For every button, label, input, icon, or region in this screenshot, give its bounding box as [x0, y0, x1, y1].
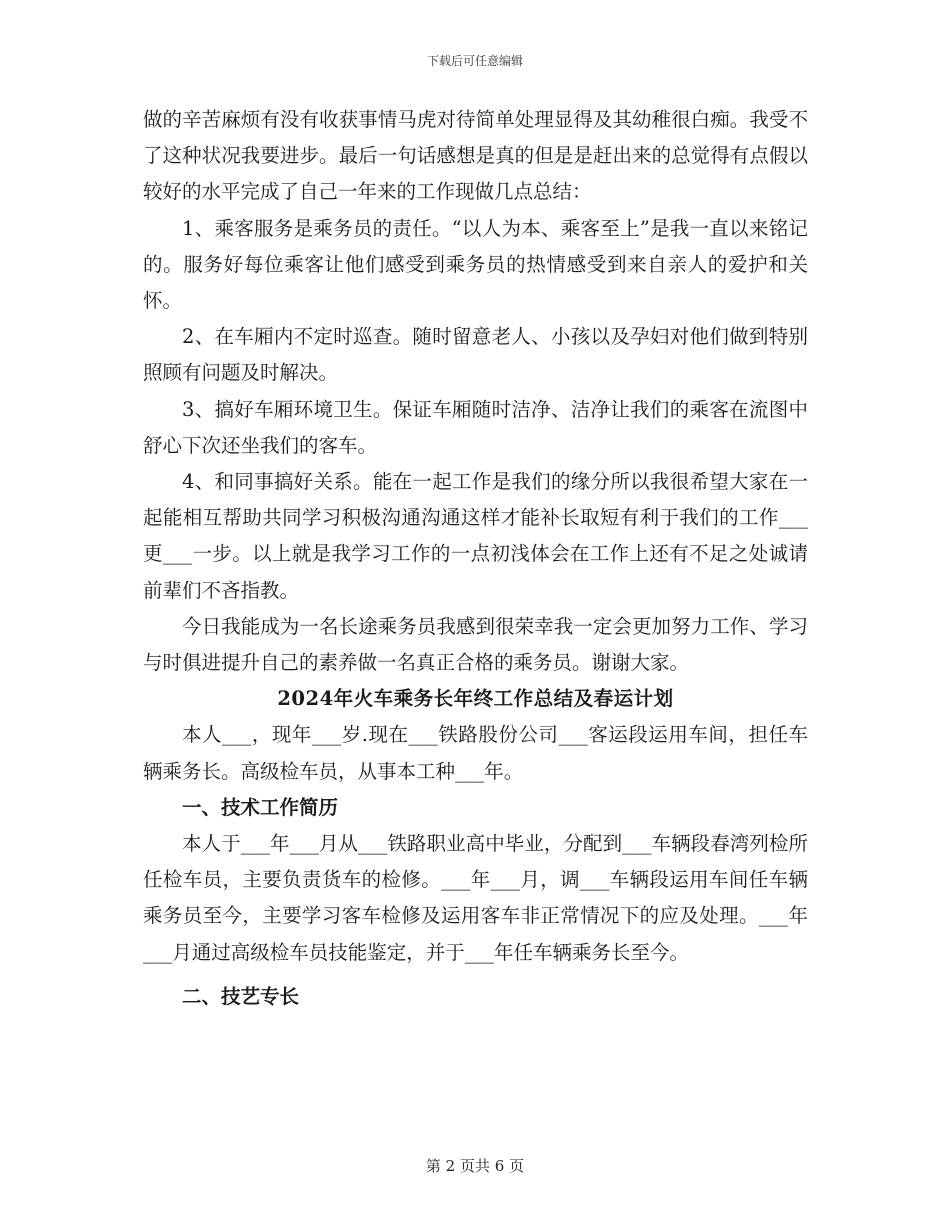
page-header-note: 下载后可任意编辑 — [426, 54, 523, 68]
section-title: 2024年火车乘务长年终工作总结及春运计划 — [277, 687, 674, 711]
paragraph-item-3: 3、搞好车厢环境卫生。保证车厢随时洁净、洁净让我们的乘客在流图中舒心下次还坐我们的客车。 — [143, 397, 808, 457]
paragraph-self-intro: 本人___，现年___岁.现在___铁路股份公司___客运段运用车间，担任车辆乘务长。高级检车员，从事本工种___年。 — [143, 723, 808, 783]
paragraph-item-2: 2、在车厢内不定时巡查。随时留意老人、小孩以及孕妇对他们做到特别照顾有问题及时解决。 — [143, 325, 808, 385]
page-number: 第 2 页共 6 页 — [425, 1157, 525, 1175]
document-body — [143, 102, 808, 1015]
paragraph-intro: 做的辛苦麻烦有没有收获事情马虎对待简单处理显得及其幼稚很白痴。我受不了这种状况我要进步。最后一句话感想是真的但是是赶出来的总觉得有点假以较好的水平完成了自己一年来的工作现做几点总结： — [143, 108, 808, 204]
paragraph-closing: 今日我能成为一名长途乘务员我感到很荣幸我一定会更加努力工作、学习与时俱进提升自己的素养做一名真正合格的乘务员。谢谢大家。 — [143, 614, 808, 675]
paragraph-item-4: 4、和同事搞好关系。能在一起工作是我们的缘分所以我很希望大家在一起能相互帮助共同学习积极沟通沟通这样才能补长取短有利于我们的工作___更___一步。以上就是我学习工作的一点初浅体会在工作上还有不足之处诚请前辈们不吝指教。 — [143, 470, 808, 602]
paragraph-technical-history: 本人于___年___月从___铁路职业高中毕业，分配到___车辆段春湾列检所任检车员，主要负责货车的检修。___年___月，调___车辆段运用车间任车辆乘务员至今，主要学习客车检修及运用客车非正常情况下的应及处理。___年___月通过高级检车员技能鉴定，并于___年任车辆乘务长至今。 — [143, 832, 808, 964]
heading-technical-history: 一、技术工作简历 — [182, 795, 339, 819]
paragraph-item-1: 1、乘客服务是乘务员的责任。“以人为本、乘客至上”是我一直以来铭记的。服务好每位乘客让他们感受到乘务员的热情感受到来自亲人的爱护和关怀。 — [143, 216, 808, 313]
heading-skills: 二、技艺专长 — [182, 984, 300, 1008]
